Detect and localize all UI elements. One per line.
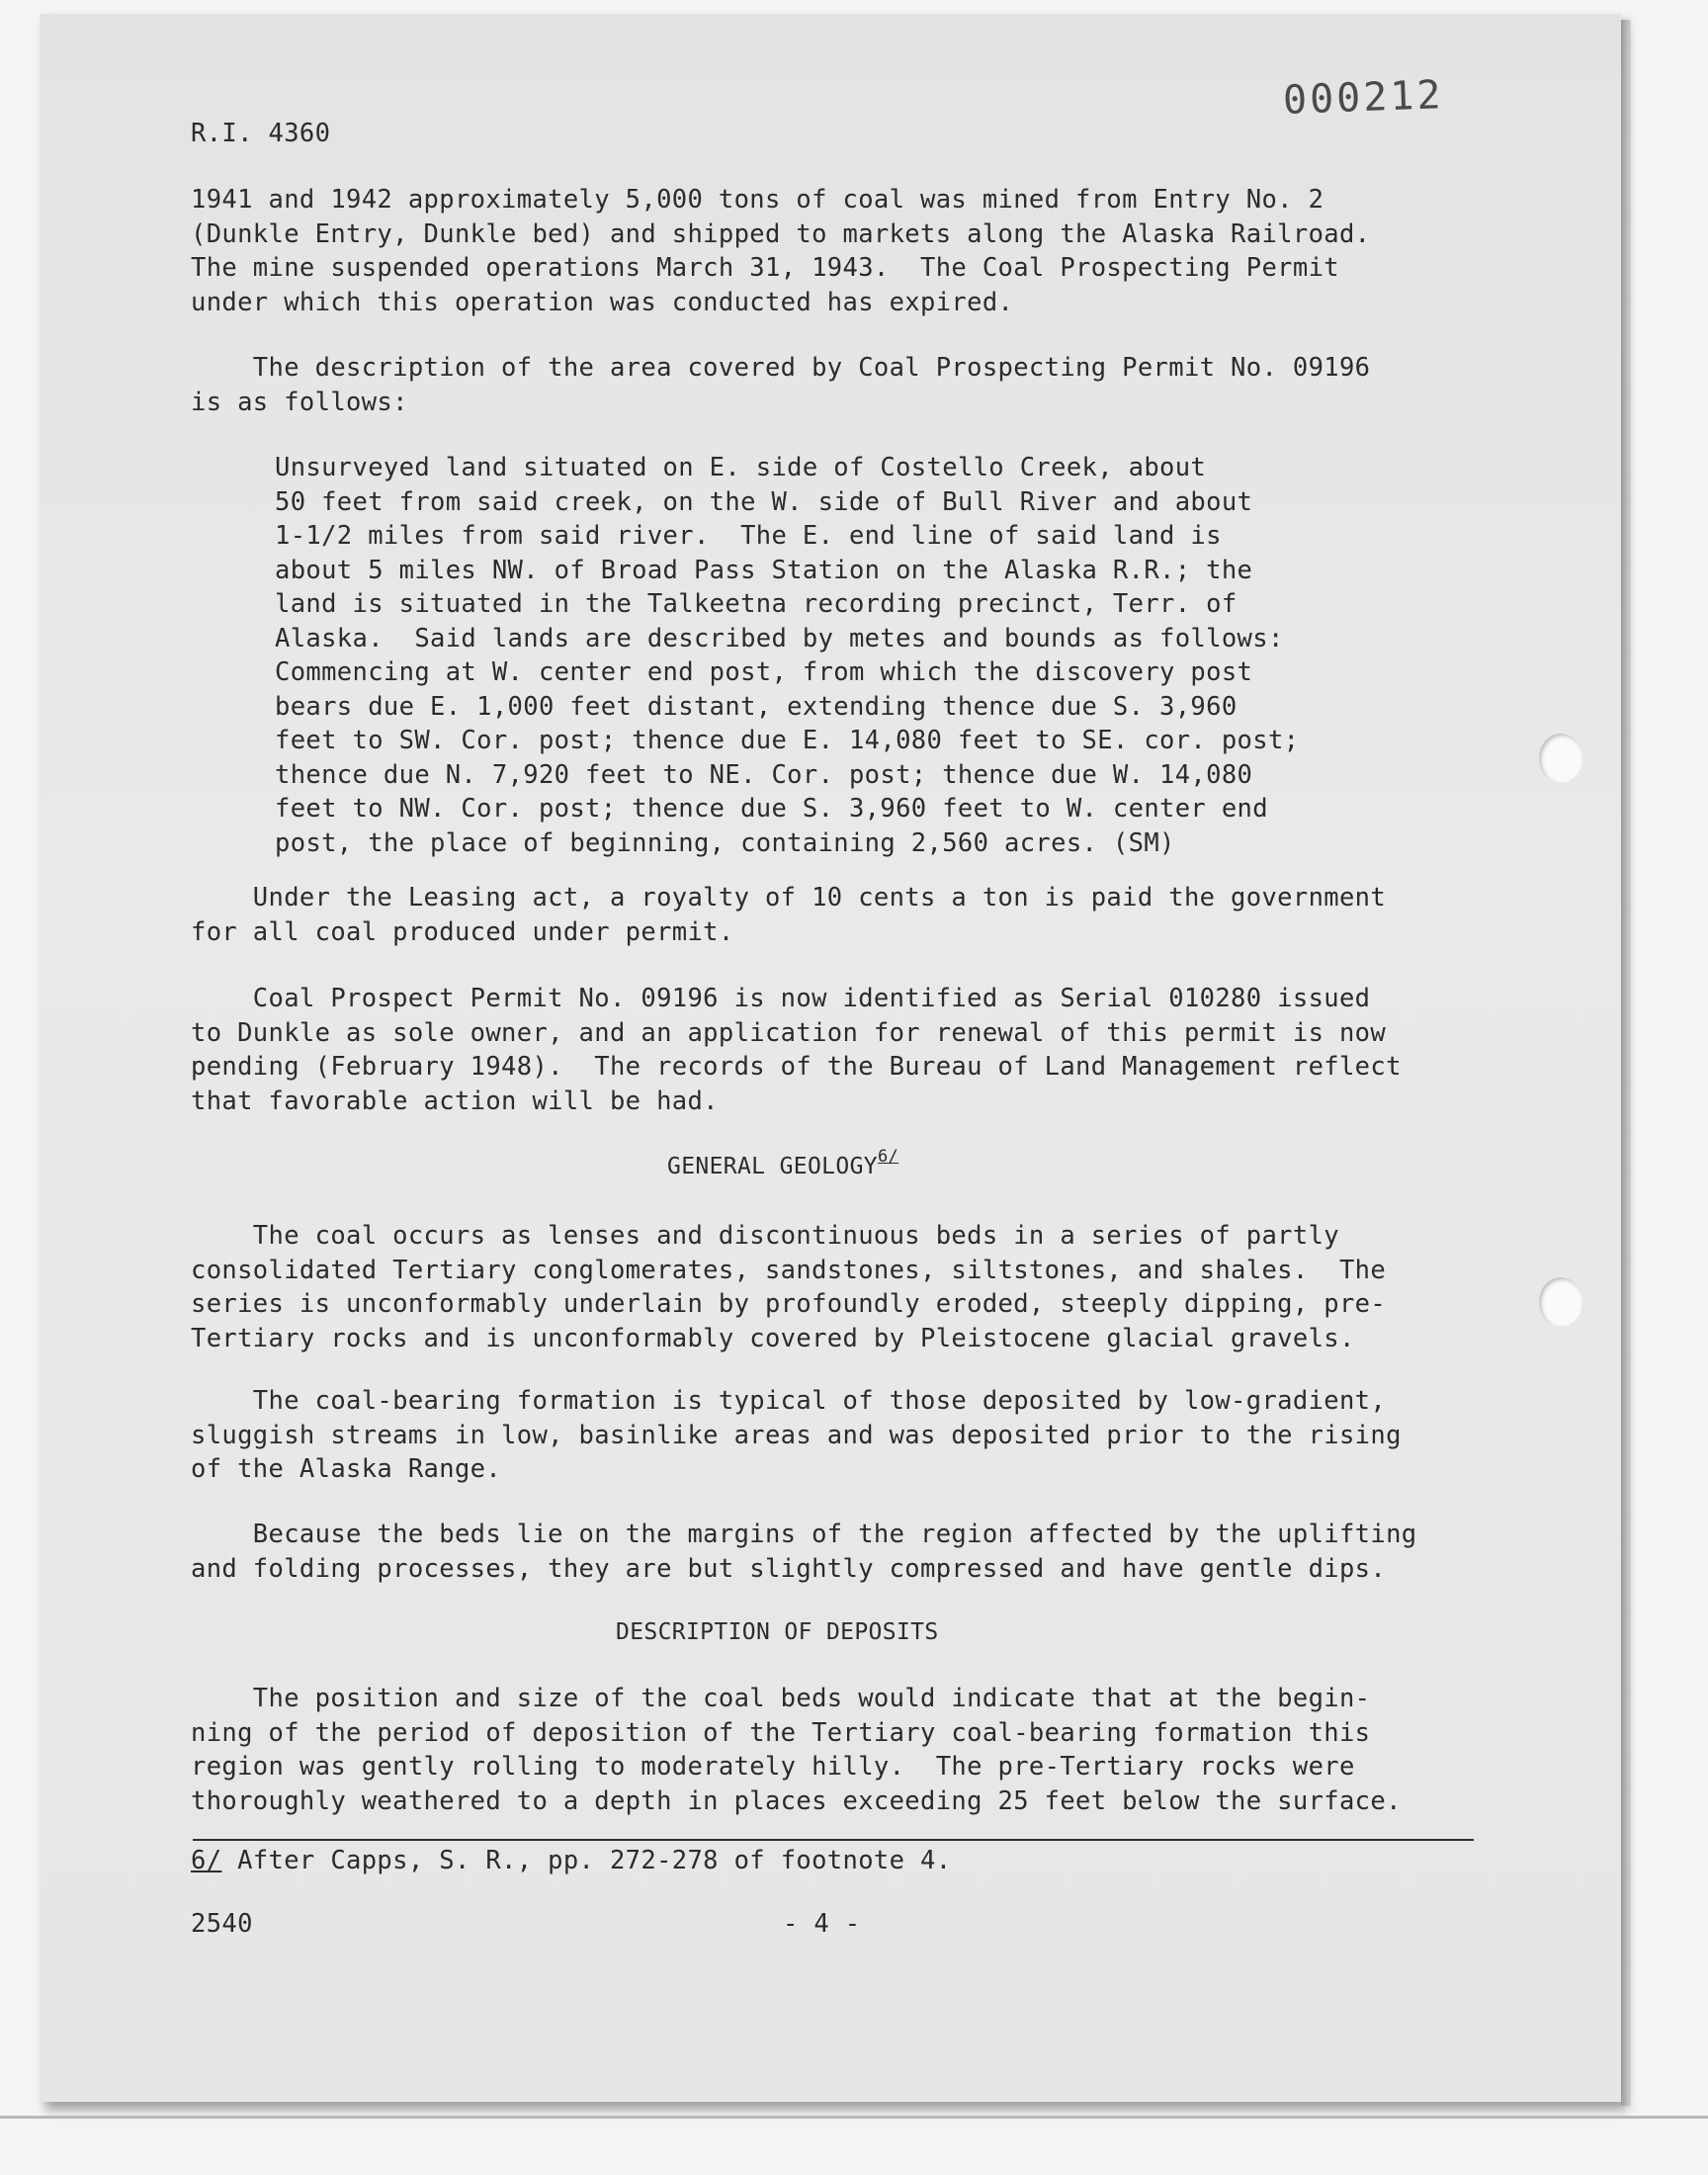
report-id: R.I. 4360 (191, 119, 331, 148)
heading-general-geology-text: GENERAL GEOLOGY (667, 1154, 878, 1179)
heading-general-geology (667, 1147, 899, 1186)
paper-edge (1621, 20, 1631, 2106)
footnote-text: After Capps, S. R., pp. 272-278 of footnote 4. (221, 1846, 952, 1875)
scanner-bed-line (0, 2116, 1708, 2119)
footnote (191, 1844, 951, 1878)
paragraph-folding: Because the beds lie on the margins of the region affected by the uplifting and folding processes, they are but slightly compressed and have gentle dips. (191, 1520, 1417, 1584)
footnote-divider (193, 1839, 1474, 1841)
paragraph-mining-history: 1941 and 1942 approximately 5,000 tons of coal was mined from Entry No. 2 (Dunkle Entry, Dunkle bed) and shipped to markets along the Alaska Railroad. The mine suspended operations March 31, 1943. The Coal Prospecting Permit under which this operation was conducted has expired. (191, 185, 1371, 317)
paragraph-formation: The coal-bearing formation is typical of those deposited by low-gradient, sluggish streams in low, basinlike areas and was deposited prior to the rising of the Alaska Range. (191, 1386, 1402, 1484)
punch-hole-lower (1539, 1277, 1582, 1327)
paragraph-serial: Coal Prospect Permit No. 09196 is now identified as Serial 010280 issued to Dunkle as sole owner, and an application for renewal of this permit is now pending (February 1948). The records of the Bureau of Land Management reflect that favorable action will be had. (191, 984, 1402, 1116)
stamp-number: 000212 (1282, 72, 1445, 124)
page-number: - 4 - (783, 1909, 861, 1939)
paragraph-permit-intro: The description of the area covered by Coal Prospecting Permit No. 09196 is as follows: (191, 353, 1371, 417)
punch-hole-upper (1539, 734, 1582, 783)
footnote-number: 6/ (191, 1846, 222, 1875)
footnote-reference: 6/ (877, 1147, 899, 1167)
paragraph-royalty: Under the Leasing act, a royalty of 10 cents a ton is paid the government for all coal produced under permit. (191, 883, 1387, 947)
heading-description-of-deposits: DESCRIPTION OF DEPOSITS (616, 1619, 939, 1645)
paragraph-deposition: The position and size of the coal beds would indicate that at the begin- ning of the period of deposition of the Tertiary coal-bearing formation this region was gently rolling to moderately hilly. The pre-Tertiary rocks were thoroughly weathered to a depth in places exceeding 25 feet below the surface. (191, 1684, 1402, 1816)
paragraph-coal-occurrence: The coal occurs as lenses and discontinuous beds in a series of partly consolidated Tertiary conglomerates, sandstones, siltstones, and shales. The series is unconformably underlain by profoundly eroded, steeply dipping, pre- Tertiary rocks and is unconformably covered by Pleistocene glacial gravels. (191, 1221, 1387, 1353)
paragraph-land-description: Unsurveyed land situated on E. side of Costello Creek, about 50 feet from said creek, on the W. side of Bull River and about 1-1/2 miles from said river. The E. end line of said land is about 5 miles NW. of Broad Pass Station on the Alaska R.R.; the land is situated in the Talkeetna recording precinct, Terr. of Alaska. Said lands are described by metes and bounds as follows: Commencing at W. center end post, from which the discovery post bears due E. 1,000 feet distant, extending thence due S. 3,960 feet to SW. Cor. post; thence due E. 14,080 feet to SE. cor. post; thence due N. 7,920 feet to NE. Cor. post; thence due W. 14,080 feet to NW. Cor. post; thence due S. 3,960 feet to W. center end post, the place of beginning, containing 2,560 acres. (SM) (275, 453, 1300, 858)
document-code: 2540 (191, 1909, 253, 1939)
